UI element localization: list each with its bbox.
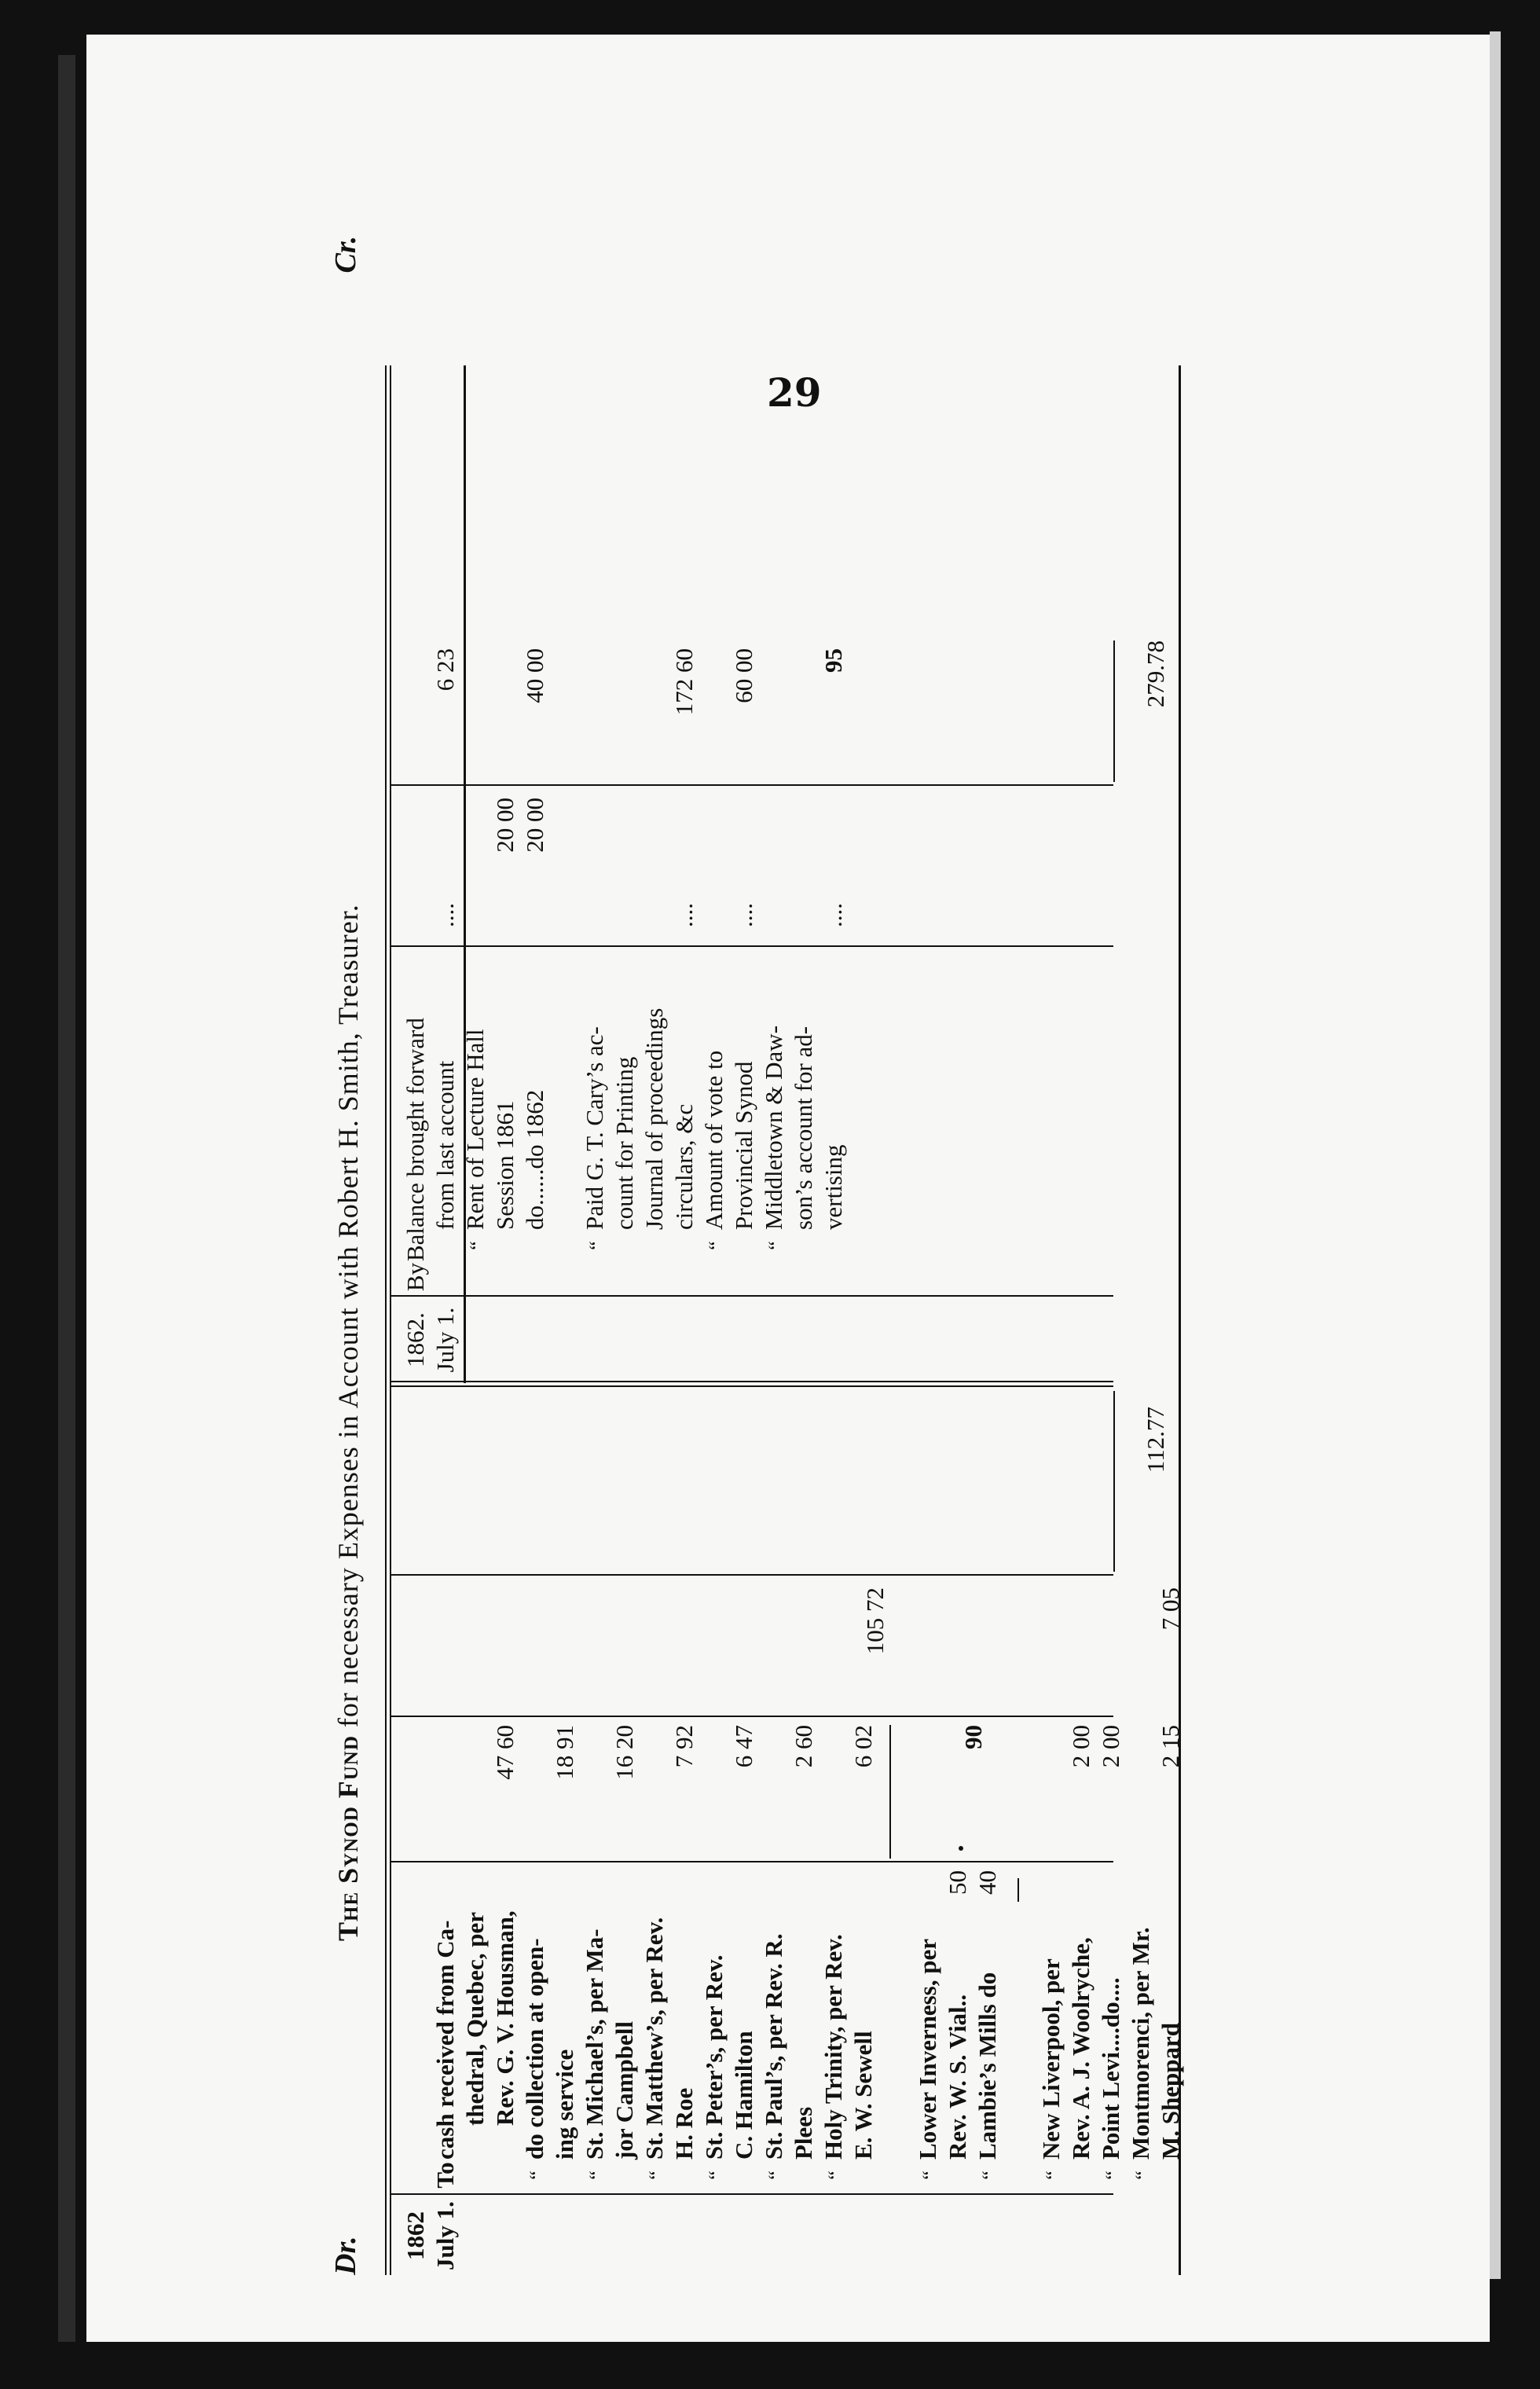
ditto-mark: “ [1102,2171,1124,2180]
debit-amount: 7 92 [670,1725,698,1768]
debit-amount: 2 15 [1157,1725,1184,1768]
debit-row-text: Montmorenci, per Mr. [1127,1927,1154,2160]
credit-dots: .... [431,903,459,927]
debit-row-text: Lower Inverness, per [914,1939,941,2160]
ditto-mark: “ [764,2171,787,2180]
credit-amount-divider [390,784,1113,786]
credit-row-text: Amount of vote to [700,1050,728,1230]
credit-date-year: 1862. [402,1312,429,1367]
credit-row-text: Provincial Synod [730,1061,757,1230]
credit-amount: 6 23 [431,648,459,692]
debit-inline-amount: 50 [944,1870,971,1895]
ditto-mark: “ [824,2171,847,2180]
credit-amount: 40 00 [521,648,548,703]
ditto-mark: “ [585,1241,608,1250]
credit-label: Cr. [329,236,362,273]
debit-date-divider [390,2193,1113,2195]
debit-row-text: thedral, Quebec, per [461,1911,489,2126]
ditto-mark: “ [1042,2171,1065,2180]
debit-amount: 2 00 [1097,1725,1124,1768]
credit-row-text: son’s account for ad- [790,1026,817,1230]
debit-label: Dr. [329,2236,362,2275]
top-rule [385,365,391,2275]
debit-row-text: St. Paul’s, per Rev. R. [760,1933,787,2160]
debit-row-text: New Liverpool, per [1037,1958,1065,2160]
debit-date-day: July 1. [431,2201,459,2270]
ledger-header [328,110,376,2310]
credit-row-text: count for Printing [610,1056,638,1230]
debit-row-text: St. Michael’s, per Ma- [581,1928,608,2160]
bottom-rule [1179,365,1181,2275]
credit-sub-amount: 20 00 [491,798,519,853]
debit-row-text: ing service [551,2049,578,2160]
credit-row-text: Balance brought forward [402,1018,429,1261]
debit-total-rule [1113,1391,1115,1572]
debit-row-text: Rev. G. V. Housman, [491,1910,519,2126]
credit-dots: .... [670,903,698,927]
debit-amount: 2 60 [790,1725,817,1768]
credit-row-text: Middletown & Daw- [760,1025,787,1230]
ditto-mark: “ [705,2171,728,2180]
debit-desc-divider [390,1861,1113,1862]
debit-amount: 2 00 [1067,1725,1094,1768]
debit-row-text: Rev. W. S. Vial.. [944,1994,971,2160]
debit-subtotal: 105 72 [861,1587,889,1655]
ledger-rotated [283,110,1194,2310]
credit-row-mark: By [402,1262,429,1292]
debit-subtotal-rule [889,1725,891,1859]
credit-amount: 60 00 [730,648,757,703]
debit-amount-divider [390,1716,1113,1717]
ledger-title [332,904,365,1941]
debit-row-text: St. Matthew’s, per Rev. [640,1917,668,2160]
debit-row-text: do collection at open- [521,1938,548,2160]
ditto-mark: “ [645,2171,668,2180]
credit-dots: .... [730,903,757,927]
debit-subtotal: 7 05 [1157,1587,1184,1631]
ledger-title-fund: The Synod Fund [332,1735,364,1941]
credit-row-text: Journal of proceedings [640,1007,668,1230]
ditto-mark: “ [526,2171,548,2180]
debit-inline-amount: 40 [974,1870,1001,1895]
debit-row-text: Rev. A. J. Woolryche, [1067,1937,1094,2160]
ditto-mark: “ [466,1241,489,1250]
inline-sum-dash [1018,1878,1019,1902]
debit-amount: 6 02 [849,1725,877,1768]
credit-dots: .... [820,903,847,927]
page-number: 29 [767,369,822,416]
credit-total-rule [1113,640,1115,782]
credit-date-divider [390,1295,1113,1297]
credit-row-text: circulars, &c [670,1103,698,1230]
debit-amount: 6 47 [730,1725,757,1768]
credit-amount: 95 [820,648,847,673]
ditto-mark: “ [978,2171,1001,2180]
credit-total: 279.78 [1142,640,1169,708]
scan-border-top [0,0,1540,35]
debit-total: 112.77 [1142,1407,1169,1473]
debit-row-text: H. Roe [670,2087,698,2160]
debit-amount: 18 91 [551,1725,578,1780]
credit-date-day: July 1. [431,1307,459,1373]
ledger-title-rest: for necessary Expenses in Account with Robert H. Smith, Treasurer. [332,904,364,1736]
debit-row-text: M. Sheppard [1157,2023,1184,2160]
scan-border-bottom [0,2342,1540,2389]
ditto-mark: “ [585,2171,608,2180]
center-double-divider [390,1381,1113,1387]
debit-row-text: jor Campbell [610,2021,638,2160]
debit-row-text: Holy Trinity, per Rev. [820,1934,847,2160]
credit-row-text: vertising [820,1144,847,1230]
ditto-mark: “ [764,1241,787,1250]
credit-row-text: Rent of Lecture Hall [461,1029,489,1230]
credit-desc-divider [390,945,1113,947]
credit-row-text: Session 1861 [491,1100,519,1230]
debit-date-year: 1862 [402,2211,429,2260]
credit-row-text: do......do 1862 [521,1089,548,1230]
debit-row-text: Lambie’s Mills do [974,1972,1001,2160]
scan-border-left [0,0,86,2389]
debit-row-text: St. Peter’s, per Rev. [700,1954,728,2160]
credit-sub-amount: 20 00 [521,798,548,853]
debit-row-text: C. Hamilton [730,2031,757,2160]
debit-total-divider [390,1574,1113,1576]
debit-row-text: Point Levi....do.... [1097,1977,1124,2160]
debit-combined-amount: 90 [959,1725,987,1749]
debit-row-text: cash received from Ca- [431,1920,459,2160]
ditto-mark: “ [1131,2171,1154,2180]
credit-amount: 172 60 [670,648,698,716]
debit-amount: 47 60 [491,1725,519,1780]
debit-row-text: Plees [790,2106,817,2160]
credit-row-text: from last account [431,1060,459,1230]
debit-row-text: E. W. Sewell [849,2031,877,2160]
credit-row-text: Paid G. T. Cary’s ac- [581,1026,608,1230]
scan-border-right [1490,0,1540,2389]
debit-amount: 16 20 [610,1725,638,1780]
ditto-mark: “ [705,1241,728,1250]
debit-row-mark: To [431,2162,459,2189]
ditto-mark: “ [918,2171,941,2180]
